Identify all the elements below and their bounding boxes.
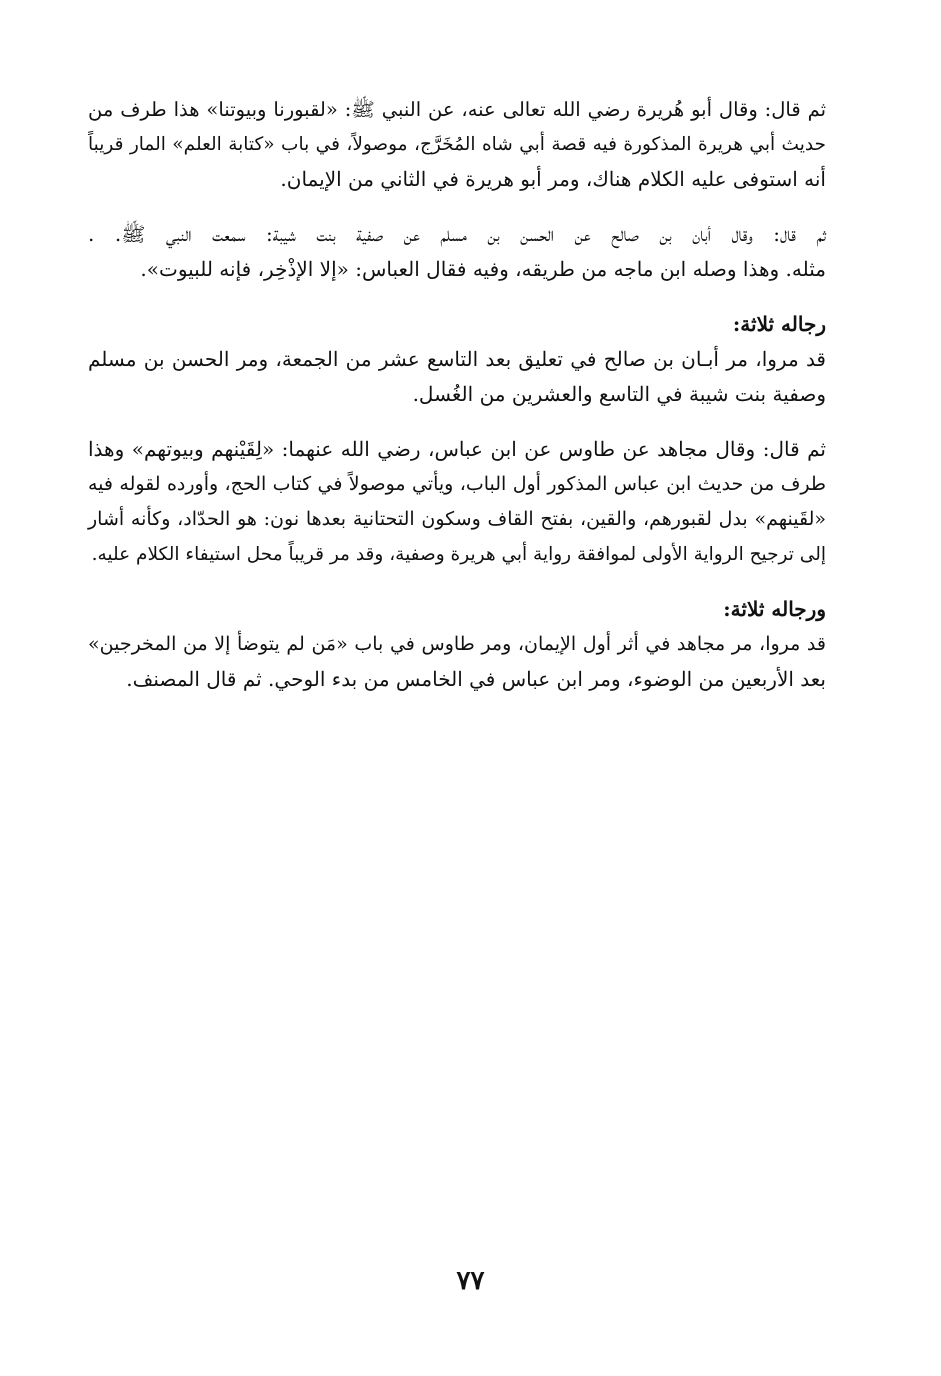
- text-line: ثم قال: وقال مجاهد عن طاوس عن ابن عباس، رضي الله عنهما: «لِقَيْنهم وبيوتهم» وهذا: [88, 437, 826, 461]
- page-number: ٧٧: [456, 1266, 485, 1296]
- paragraph-narrators-2: [88, 627, 826, 697]
- section-heading-narrators-2: ورجاله ثلاثة:: [723, 597, 826, 621]
- text-line: ثم قال: وقال أبان بن صالح عن الحسن بن مسلم عن صفية بنت شيبة: سمعت النبي ﷺ. .: [88, 222, 826, 246]
- text-line: بعد الأربعين من الوضوء، ومر ابن عباس في الخامس من بدء الوحي. ثم قال المصنف.: [126, 667, 826, 691]
- page-body: [88, 92, 826, 697]
- text-line: ثم قال: وقال أبو هُريرة رضي الله تعالى عنه، عن النبي ﷺ: «لقبورنا وبيوتنا» هذا طرف من: [88, 98, 826, 121]
- text-line: أنه استوفى عليه الكلام هناك، ومر أبو هريرة في الثاني من الإيمان.: [280, 167, 826, 191]
- text-line: حديث أبي هريرة المذكورة فيه قصة أبي شاه المُخَرَّج، موصولاً، في باب «كتابة العلم» المار قريباً: [88, 134, 826, 155]
- text-line: وصفية بنت شيبة في التاسع والعشرين من الغُسل.: [412, 382, 826, 406]
- section-heading-narrators-1: رجاله ثلاثة:: [732, 312, 826, 336]
- text-line: قد مروا، مر مجاهد في أثر أول الإيمان، ومر طاوس في باب «مَن لم يتوضأ إلا من المخرجين»: [88, 633, 826, 655]
- text-line: قد مروا، مر أبـان بن صالح في تعليق بعد التاسع عشر من الجمعة، ومر الحسن بن مسلم: [88, 347, 826, 371]
- text-line: مثله. وهذا وصله ابن ماجه من طريقه، وفيه فقال العباس: «إلا الإذْخِر، فإنه للبيوت».: [140, 257, 826, 281]
- text-line: طرف من حديث ابن عباس المذكور أول الباب، ويأتي موصولاً في كتاب الحج، وأورده لقوله فيه: [88, 473, 826, 495]
- text-line: «لقَينهم» بدل لقبورهم، والقين، بفتح القاف وسكون التحتانية بعدها نون: هو الحدّاد، وكأنه أشار: [88, 508, 826, 530]
- text-line: إلى ترجيح الرواية الأولى لموافقة رواية أبي هريرة وصفية، وقد مر قريباً محل استيفاء الكلام عليه.: [91, 544, 826, 565]
- paragraph-aban-bin-salih: [88, 217, 826, 287]
- paragraph-mujahid: [88, 432, 826, 572]
- paragraph-narrators-1: [88, 342, 826, 412]
- paragraph-abu-hurayra: [88, 92, 826, 197]
